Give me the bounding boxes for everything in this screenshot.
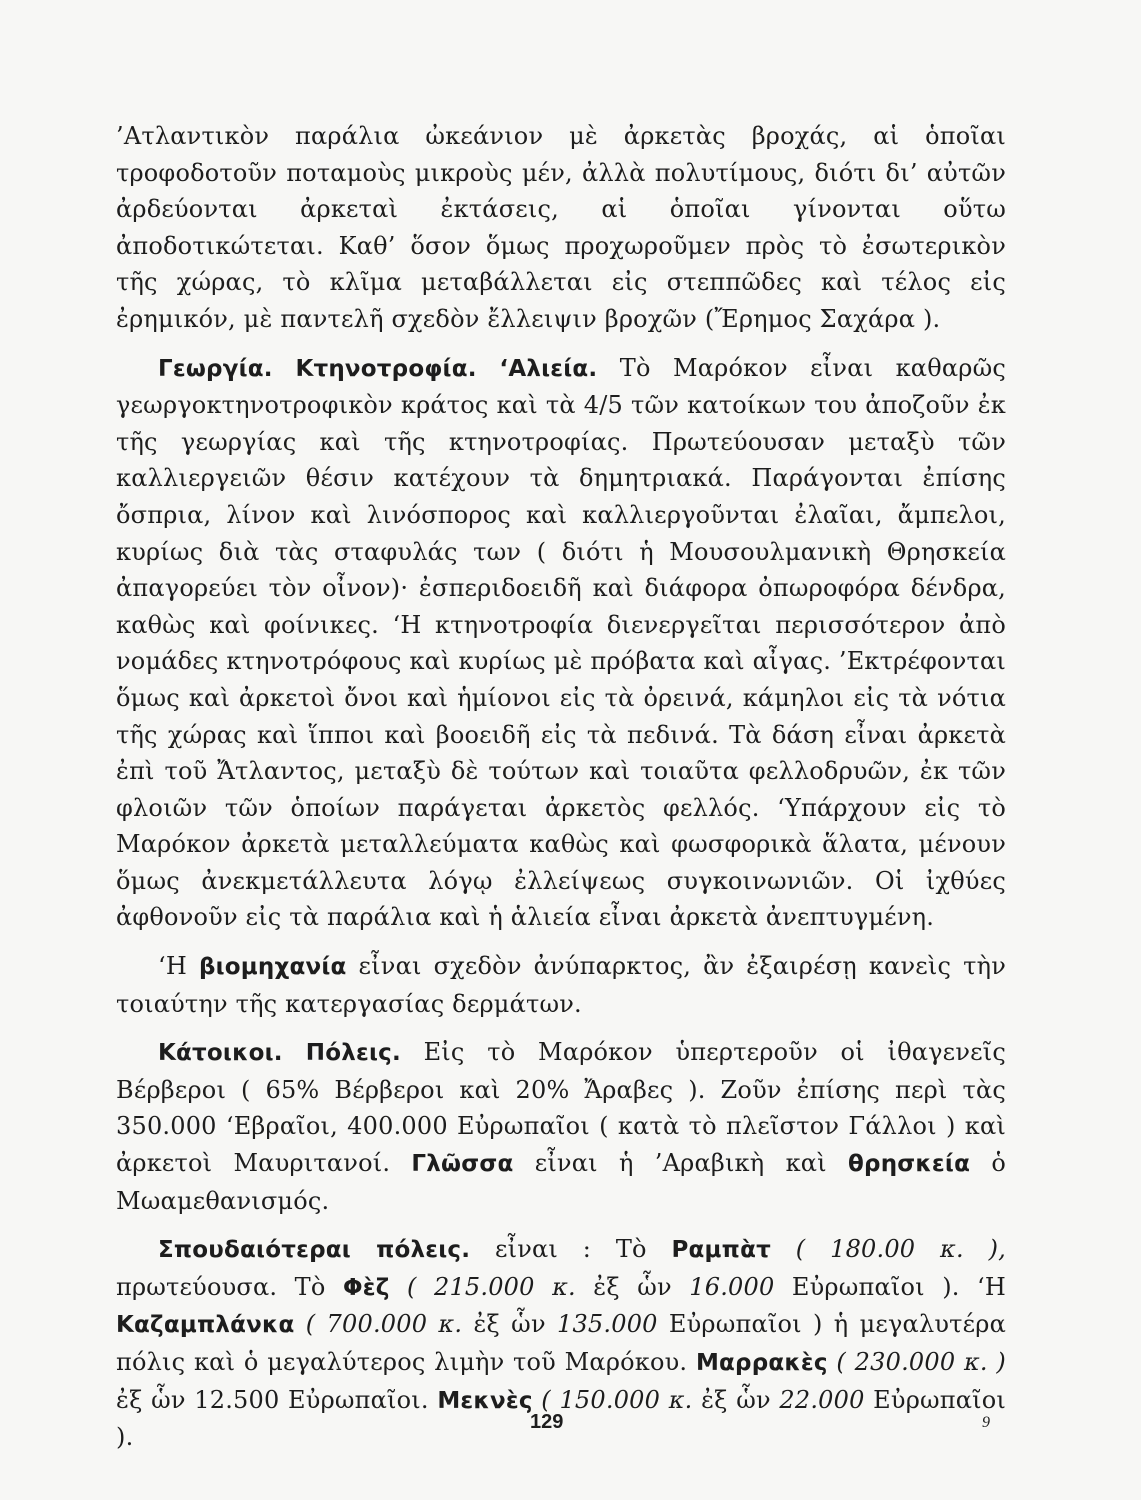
cities-text-9: Εὐρωπαῖοι ). — [116, 1385, 1007, 1452]
section-heading-inhabitants: Κάτοικοι. Πόλεις. — [158, 1040, 401, 1067]
meknes-population: ( 150.000 κ. — [532, 1385, 693, 1414]
fez-population: ( 215.000 κ. — [389, 1272, 576, 1301]
meknes-europeans: 22.000 — [779, 1385, 865, 1414]
city-fez: Φὲζ — [342, 1274, 390, 1301]
city-marrakesh: Μαρρακὲς — [695, 1350, 828, 1376]
section-heading-agriculture: Γεωργία. Κτηνοτροφία. ‘Αλιεία. — [158, 355, 598, 382]
city-rabat: Ραμπὰτ — [671, 1237, 771, 1264]
cities-text-6: Εὐρωπαῖοι ) ἡ μεγαλυτέρα πόλις καὶ ὁ μεγαλύτερος λιμὴν τοῦ Μαρόκου. — [116, 1310, 1006, 1376]
marrakesh-population: ( 230.000 κ. ) — [827, 1348, 1006, 1376]
signature-mark: 9 — [982, 1414, 990, 1431]
inhabitants-text-1: Εἰς τὸ Μαρόκον ὑπερτεροῦν οἱ ἰθαγενεῖς Βέρβεροι ( 65% Βέρβεροι καὶ 20% Ἄραβες ). Ζοῦν ἐπίσης περὶ τὰς 350.000 ‘Εβραῖοι, 400.000 Εὐρωπαῖοι ( κατὰ τὸ πλεῖστον Γάλλοι ) καὶ ἀρκετοὶ Μαυριτανοί. — [116, 1038, 1006, 1178]
casablanca-population: ( 700.000 κ. — [294, 1310, 463, 1339]
industry-prefix: ‘Η — [158, 952, 199, 981]
cities-text-3: ἐξ ὧν — [575, 1272, 690, 1301]
religion-term: θρησκεία — [848, 1151, 971, 1178]
agriculture-text: Τὸ Μαρόκον εἶναι καθαρῶς γεωργοκτηνοτροφικὸν κράτος καὶ τὰ 4/5 τῶν κατοίκων του ἀποζοῦν ἐκ τῆς γεωργίας καὶ τῆς κτηνοτροφίας. Πρωτεύουσαν μεταξὺ τῶν καλλιεργειῶν θέσιν κατέχουν τὰ δημητριακά. Παράγονται ἐπίσης ὄσπρια, λίνον καὶ λινόσπορος καὶ καλλιεργοῦνται ἐλαῖαι, ἄμπελοι, κυρίως διὰ τὰς σταφυλάς των ( διότι ἡ Μουσουλμανικὴ Θρησκεία ἀπαγορεύει τὸν οἶνον)· ἐσπεριδοειδῆ καὶ διάφορα ὀπωροφόρα δένδρα, καθὼς καὶ φοίνικες. ‘Η κτηνοτροφία διενεργεῖται περισσότερον ἀπὸ νομάδες κτηνοτρόφους καὶ κυρίως μὲ πρόβατα καὶ αἶγας. ’Εκτρέφονται ὅμως καὶ ἀρκετοὶ ὄνοι καὶ ἡμίονοι εἰς τὰ ὀρεινά, κάμηλοι εἰς τὰ νότια τῆς χώρας καὶ ἵπποι καὶ βοοειδῆ εἰς τὰ πεδινά. Τὰ δάση εἶναι ἀρκετὰ ἐπὶ τοῦ Ἄτλαντος, μεταξὺ δὲ τούτων καὶ τοιαῦτα φελλοδρυῶν, ἐκ τῶν φλοιῶν τῶν ὁποίων παράγεται ἀρκετὸς φελλός. ‘Υπάρχουν εἰς τὸ Μαρόκον ἀρκετὰ μεταλλεύματα καθὼς καὶ φωσφορικὰ ἅλατα, μένουν ὅμως ἀνεκμετάλλευτα λόγῳ ἐλλείψεως συγκοινωνιῶν. Οἱ ἰχθύες ἀφθονοῦν εἰς τὰ παράλια καὶ ἡ ἁλιεία εἶναι ἀρκετὰ ἀνεπτυγμένη. — [116, 353, 1006, 932]
cities-text-7: ἐξ ὧν 12.500 Εὐρωπαῖοι. — [116, 1385, 438, 1414]
cities-text-1: εἶναι : Τὸ — [470, 1235, 672, 1264]
paragraph-climate — [116, 118, 1006, 338]
cities-text-4: Εὐρωπαῖοι ). ‘Η — [774, 1272, 1006, 1301]
page-body — [116, 118, 1006, 1456]
language-term: Γλῶσσα — [411, 1151, 514, 1178]
rabat-population: ( 180.00 κ. ), — [770, 1235, 1006, 1264]
paragraph-industry — [116, 948, 1006, 1022]
climate-text: ’Ατλαντικὸν παράλια ὠκεάνιον μὲ ἀρκετὰς βροχάς, αἱ ὁποῖαι τροφοδοτοῦν ποταμοὺς μικροὺς μέν, ἀλλὰ πολυτίμους, διότι δι’ αὐτῶν ἀρδεύονται ἀρκεταὶ ἐκτάσεις, αἱ ὁποῖαι γίνονται οὕτω ἀποδοτικώτεται. Καθ’ ὅσον ὅμως προχωροῦμεν πρὸς τὸ ἐσωτερικὸν τῆς χώρας, τὸ κλῖμα μεταβάλλεται εἰς στεππῶδες καὶ τέλος εἰς ἐρημικόν, μὲ παντελῆ σχεδὸν ἔλλειψιν βροχῶν (Ἔρημος Σαχάρα ). — [116, 122, 1006, 333]
section-heading-cities: Σπουδαιότεραι πόλεις. — [158, 1237, 471, 1264]
cities-text-8: ἐξ ὧν — [692, 1385, 780, 1414]
paragraph-agriculture — [116, 350, 1006, 937]
city-casablanca: Καζαμπλάνκα — [116, 1312, 295, 1339]
industry-text: εἶναι σχεδὸν ἀνύπαρκτος, ἂν ἐξαιρέσῃ κανεὶς τὴν τοιαύτην τῆς κατεργασίας δερμάτων. — [116, 952, 1006, 1018]
page-number: 129 — [530, 1411, 564, 1433]
fez-europeans: 16.000 — [689, 1272, 775, 1301]
cities-text-5: ἐξ ὧν — [462, 1310, 557, 1339]
cities-text-2: πρωτεύουσα. Τὸ — [116, 1272, 343, 1301]
casablanca-europeans: 135.000 — [556, 1310, 658, 1339]
industry-term: βιομηχανία — [198, 954, 347, 981]
inhabitants-text-2: εἶναι ἡ ’Αραβικὴ καὶ — [513, 1149, 849, 1178]
inhabitants-text-3: ὁ Μωαμεθανισμός. — [116, 1149, 1006, 1215]
paragraph-inhabitants — [116, 1034, 1006, 1219]
city-meknes: Μεκνὲς — [437, 1387, 533, 1414]
